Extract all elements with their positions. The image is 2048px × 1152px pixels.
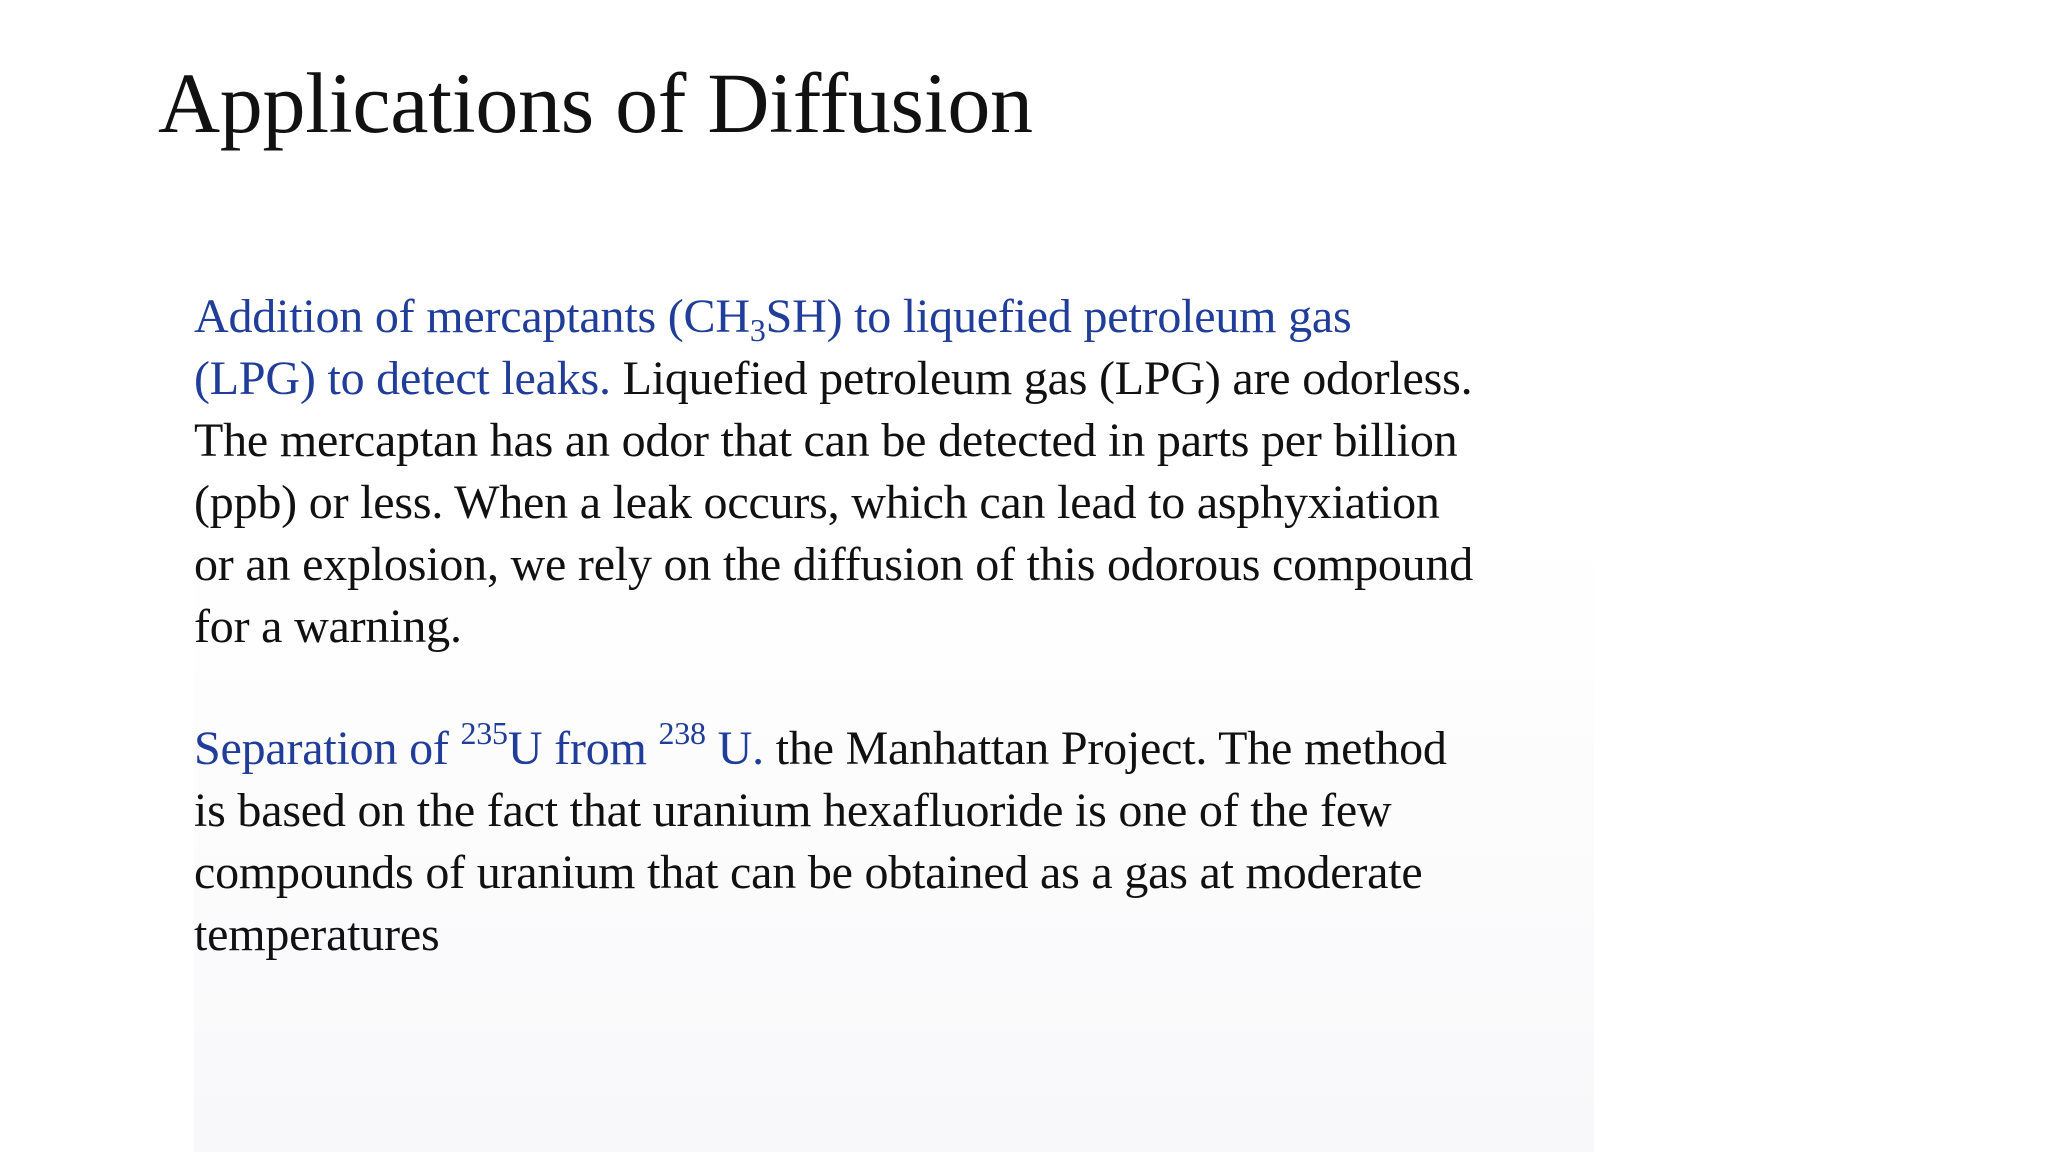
heading-separation-text: Separation of <box>194 722 461 775</box>
subscript-3: 3 <box>749 312 766 348</box>
superscript-238: 238 <box>658 715 706 751</box>
paragraph-2-line-2: is based on the fact that uranium hexafluoride is one of the few <box>194 784 1392 837</box>
paragraph-1-line-5: or an explosion, we rely on the diffusion of this odorous compound <box>194 538 1474 591</box>
body-text: Liquefied petroleum gas (LPG) are odorless. <box>610 352 1473 405</box>
slide-title: Applications of Diffusion <box>158 55 1033 151</box>
paragraph-1-line-2 <box>194 348 1614 410</box>
heading-lpg-text: SH) to liquefied petroleum gas <box>765 290 1352 343</box>
heading-u-text: U. <box>705 722 764 775</box>
superscript-235: 235 <box>460 715 508 751</box>
paragraph-2-line-1 <box>194 715 1614 780</box>
paragraph-1-line-4: (ppb) or less. When a leak occurs, which can lead to asphyxiation <box>194 476 1440 529</box>
body-text: the Manhattan Project. The method <box>763 722 1447 775</box>
paragraph-1-line-1 <box>194 286 1614 348</box>
heading-mercaptants-text: Addition of mercaptants (CH <box>194 290 750 343</box>
heading-u-from-text: U from <box>507 722 659 775</box>
paragraph-1-line-3: The mercaptan has an odor that can be detected in parts per billion <box>194 414 1458 467</box>
uranium-paragraph <box>194 715 1614 966</box>
mercaptan-paragraph <box>194 286 1614 658</box>
paragraph-1-line-6: for a warning. <box>194 600 462 653</box>
heading-detect-leaks: (LPG) to detect leaks. <box>194 352 611 405</box>
paragraph-2-line-4: temperatures <box>194 908 440 961</box>
paragraph-2-line-3: compounds of uranium that can be obtained as a gas at moderate <box>194 846 1423 899</box>
